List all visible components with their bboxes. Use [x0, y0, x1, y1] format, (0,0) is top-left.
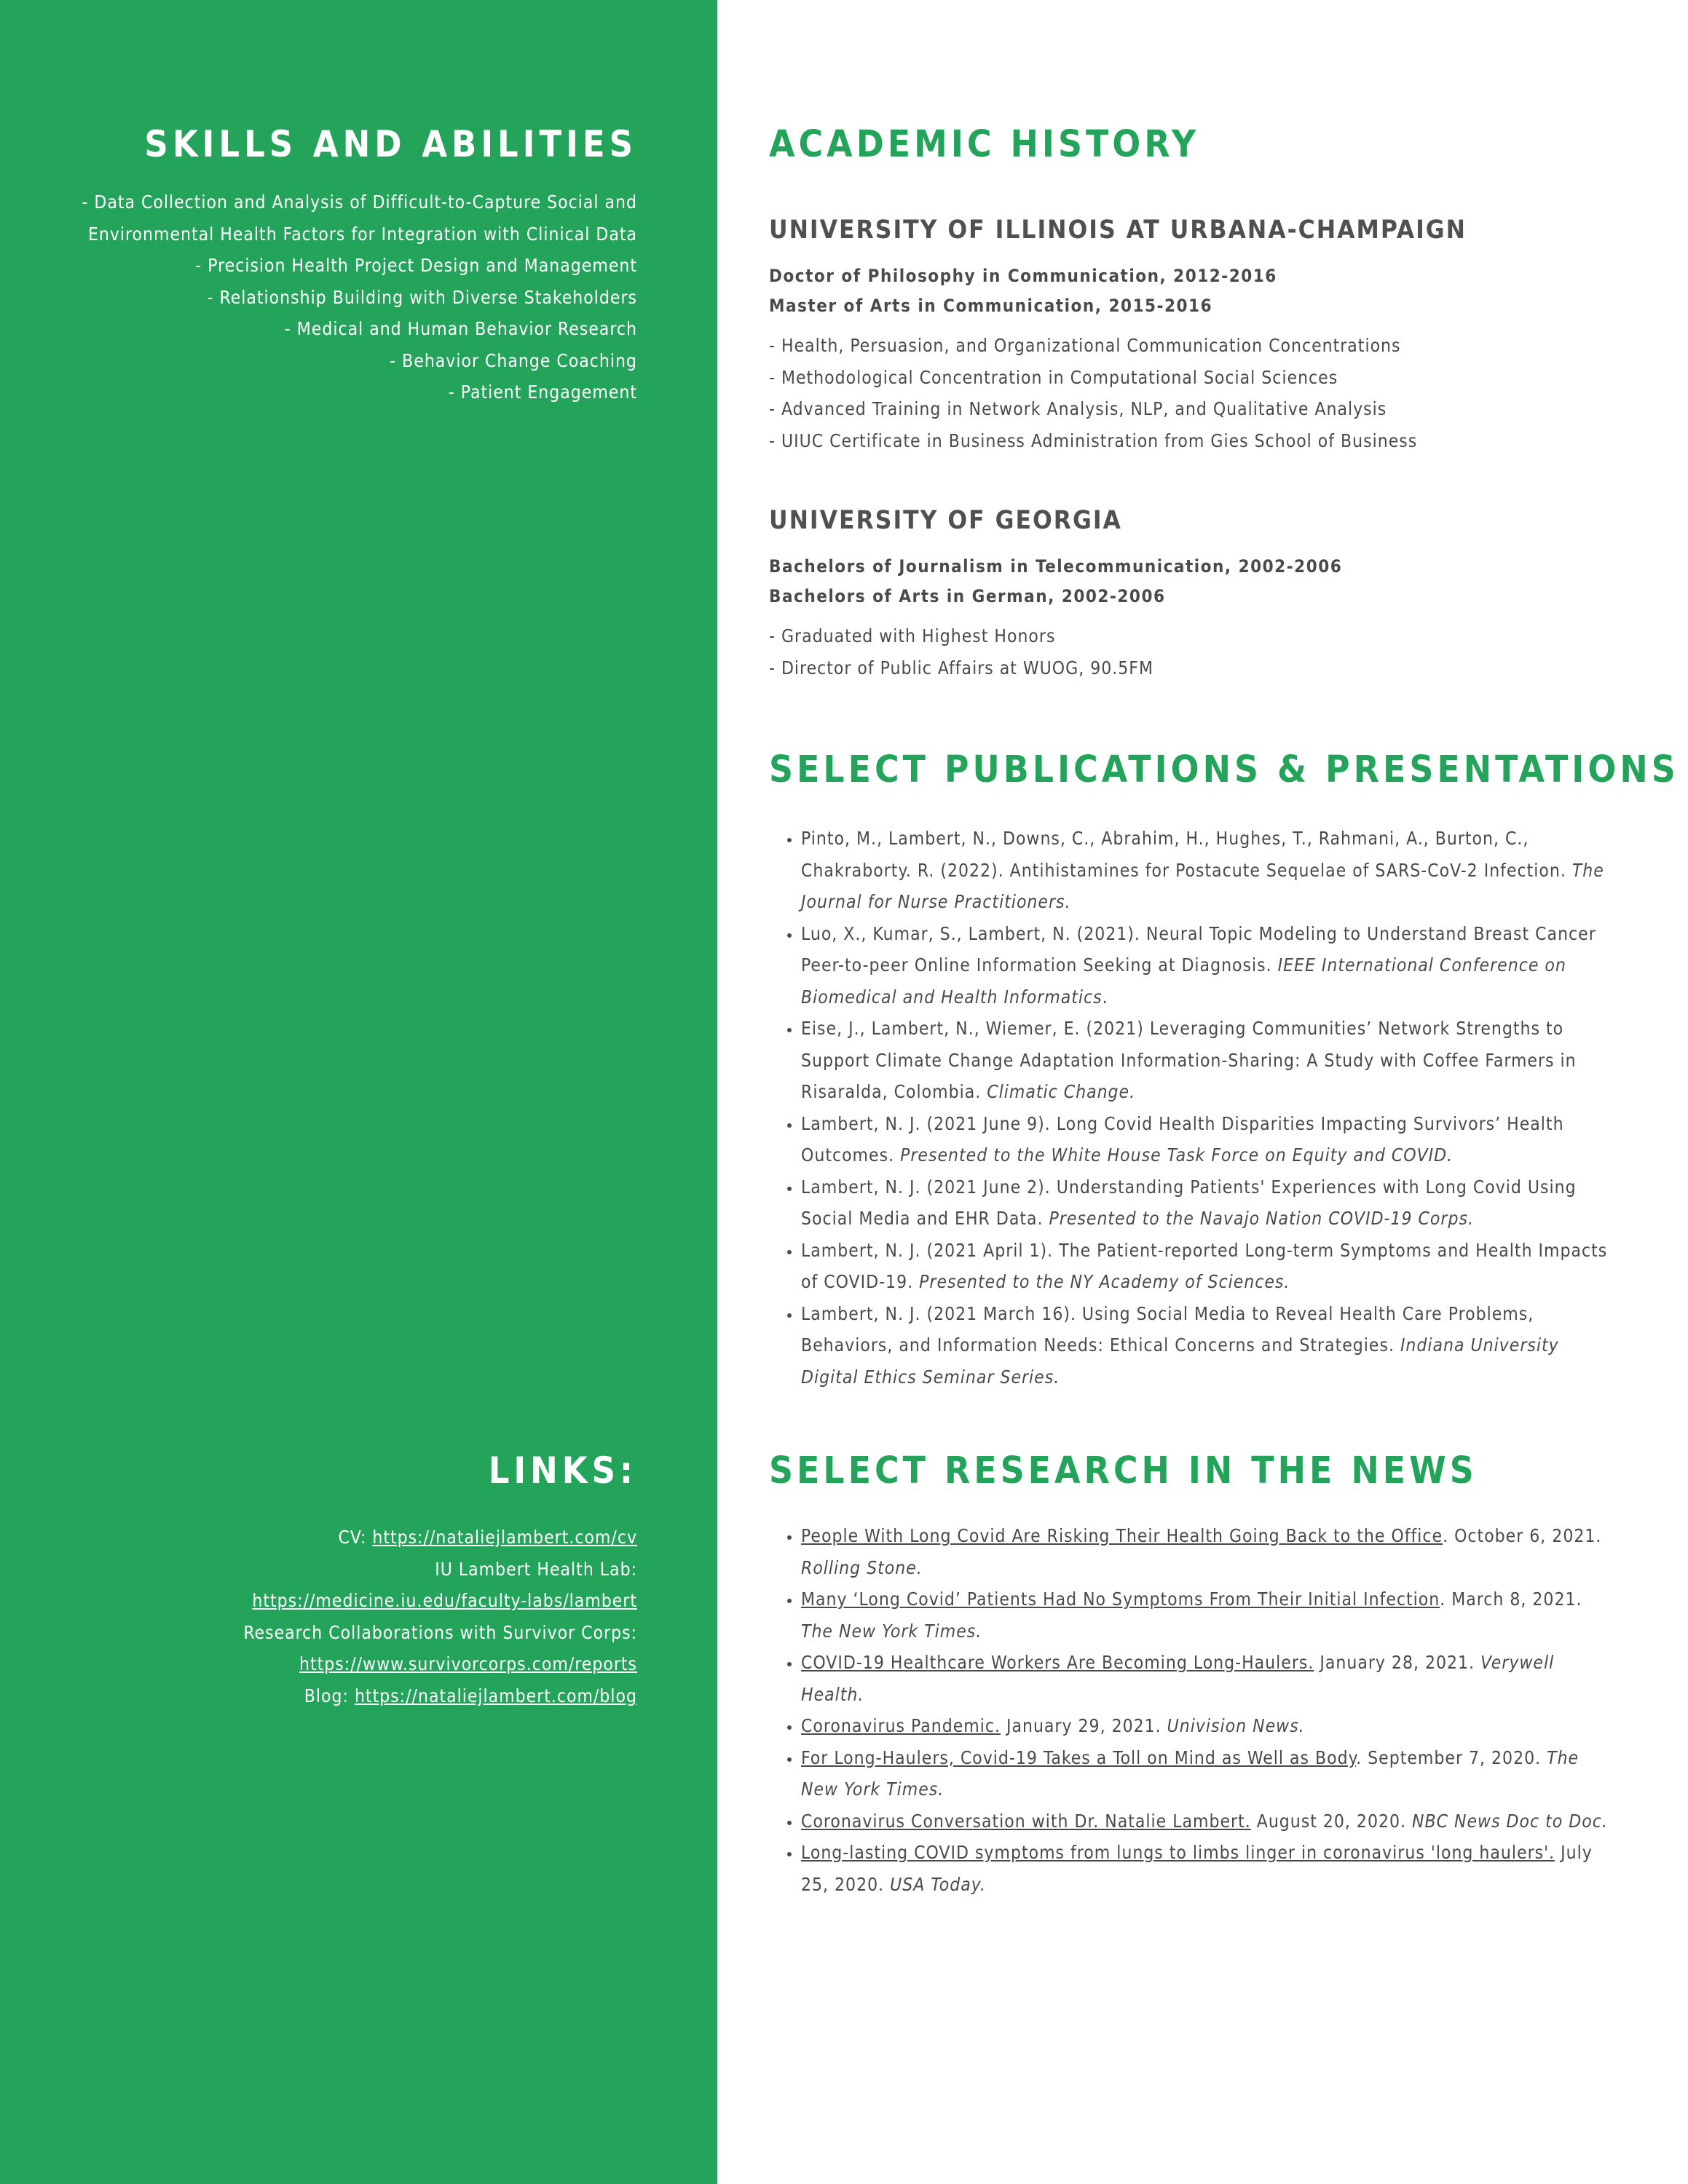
news-item [801, 1710, 1614, 1742]
news-item [801, 1647, 1614, 1710]
research-row [11, 1648, 637, 1680]
skills-line: - Medical and Human Behavior Research [284, 318, 637, 339]
news-date: July 25, 2020. [801, 1842, 1593, 1895]
news-item [801, 1520, 1614, 1583]
publication-item [801, 823, 1614, 918]
publication-text: Lambert, N. J. (2021 June 2). Understanding Patients' Experiences with Long Covid Using Social Media and EHR Data. [801, 1176, 1577, 1229]
blog-label: Blog: [304, 1685, 355, 1706]
publication-item [801, 1298, 1614, 1393]
school-uga [769, 505, 1628, 684]
sidebar [0, 0, 717, 2184]
publication-source: Climatic Change. [987, 1081, 1136, 1102]
news-date: August 20, 2020. [1250, 1810, 1412, 1832]
detail-item: - Graduated with Highest Honors [769, 625, 1056, 646]
detail-item: - Advanced Training in Network Analysis, NLP, and Qualitative Analysis [769, 398, 1387, 419]
publication-item [801, 1235, 1614, 1298]
news-source: NBC News Doc to Doc. [1412, 1810, 1608, 1832]
links-heading: LINKS: [488, 1449, 637, 1492]
news-date: . March 8, 2021. [1440, 1588, 1582, 1610]
publication-text: Luo, X., Kumar, S., Lambert, N. (2021). Neural Topic Modeling to Understand Breast Cancer Peer-to-peer Online Information Seeking at Diagnosis. [801, 922, 1596, 976]
detail-item: - Director of Public Affairs at WUOG, 90.5FM [769, 657, 1153, 678]
news-source: The New York Times. [801, 1620, 982, 1642]
cv-row [11, 1522, 637, 1554]
news-source: USA Today. [890, 1873, 986, 1895]
publication-source: Presented to the White House Task Force on Equity and COVID. [900, 1144, 1454, 1166]
news-source: Univision News. [1167, 1715, 1305, 1736]
news-date: . September 7, 2020. [1356, 1746, 1547, 1768]
skills-line: - Precision Health Project Design and Management [195, 255, 637, 276]
blog-link[interactable]: https://nataliejlambert.com/blog [354, 1685, 637, 1706]
school-details [769, 330, 1628, 456]
publication-source: The Journal for Nurse Practitioners. [801, 859, 1604, 912]
cv-link[interactable]: https://nataliejlambert.com/cv [372, 1527, 637, 1548]
school-name: UNIVERSITY OF GEORGIA [769, 506, 1122, 535]
news-list [769, 1520, 1614, 1900]
news-source: Verywell Health. [801, 1652, 1555, 1705]
news-item [801, 1583, 1614, 1647]
skills-heading: SKILLS AND ABILITIES [144, 123, 637, 165]
lab-row [11, 1585, 637, 1617]
news-link[interactable]: For Long-Haulers, Covid-19 Takes a Toll on Mind as Well as Body [801, 1746, 1357, 1768]
links-list [11, 1522, 637, 1712]
detail-item: - UIUC Certificate in Business Administration from Gies School of Business [769, 430, 1418, 451]
news-link[interactable]: Long-lasting COVID symptoms from lungs to limbs linger in coronavirus 'long haulers'. [801, 1842, 1555, 1863]
publication-source: Presented to the Navajo Nation COVID-19 Corps. [1049, 1208, 1474, 1229]
degree: Bachelors of Journalism in Telecommunication, 2002-2006 [769, 556, 1343, 577]
publication-item [801, 1108, 1614, 1171]
publication-text: Lambert, N. J. (2021 March 16). Using Social Media to Reveal Health Care Problems, Behaviors, and Information Needs: Ethical Concerns and Strategies. [801, 1302, 1534, 1356]
degree: Bachelors of Arts in German, 2002-2006 [769, 586, 1166, 606]
publication-item [801, 1171, 1614, 1235]
news-link[interactable]: Many ‘Long Covid’ Patients Had No Symptoms From Their Initial Infection [801, 1588, 1440, 1610]
news-link[interactable]: COVID-19 Healthcare Workers Are Becoming Long-Haulers. [801, 1652, 1314, 1673]
news-source: Rolling Stone. [801, 1556, 923, 1578]
degree: Master of Arts in Communication, 2015-2016 [769, 296, 1213, 316]
news-link[interactable]: Coronavirus Conversation with Dr. Natalie Lambert. [801, 1810, 1251, 1832]
publication-text: Eise, J., Lambert, N., Wiemer, E. (2021) Leveraging Communities’ Network Strengths to Support Climate Change Adaptation Information-Sharing: A Study with Coffee Farmers in Risaralda, Colombia. [801, 1018, 1577, 1102]
news-link[interactable]: Coronavirus Pandemic. [801, 1715, 1001, 1736]
academic-heading: ACADEMIC HISTORY [769, 123, 1200, 166]
research-label: Research Collaborations with Survivor Corps: [243, 1621, 637, 1643]
news-date: . October 6, 2021. [1443, 1525, 1602, 1546]
publication-item [801, 1013, 1614, 1108]
publication-end: . [1102, 986, 1108, 1008]
news-source: The New York Times. [801, 1746, 1579, 1800]
news-link[interactable]: People With Long Covid Are Risking Their Health Going Back to the Office [801, 1525, 1443, 1546]
news-item [801, 1742, 1614, 1805]
degree-list [769, 552, 1628, 612]
publication-source: Presented to the NY Academy of Sciences. [919, 1271, 1290, 1292]
skills-line: Environmental Health Factors for Integration with Clinical Data [87, 223, 637, 245]
lab-label: IU Lambert Health Lab: [435, 1558, 637, 1580]
skills-list [11, 186, 637, 408]
publication-text: Lambert, N. J. (2021 June 9). Long Covid Health Disparities Impacting Survivors’ Health Outcomes. [801, 1112, 1564, 1166]
cv-label: CV: [338, 1527, 373, 1548]
publication-item [801, 918, 1614, 1013]
news-date: January 28, 2021. [1314, 1652, 1481, 1673]
detail-item: - Methodological Concentration in Computational Social Sciences [769, 366, 1338, 388]
publication-source: IEEE International Conference on Biomedical and Health Informatics [801, 954, 1566, 1008]
detail-item: - Health, Persuasion, and Organizational Communication Concentrations [769, 335, 1401, 356]
lab-link[interactable]: https://medicine.iu.edu/faculty-labs/lambert [252, 1590, 637, 1611]
news-item [801, 1837, 1614, 1900]
blog-row [11, 1680, 637, 1712]
skills-line: - Data Collection and Analysis of Difficult-to-Capture Social and [82, 191, 637, 213]
school-details [769, 620, 1628, 684]
degree: Doctor of Philosophy in Communication, 2012-2016 [769, 266, 1277, 286]
news-heading: SELECT RESEARCH IN THE NEWS [769, 1449, 1478, 1492]
news-date: January 29, 2021. [1000, 1715, 1167, 1736]
skills-line: - Patient Engagement [448, 381, 637, 403]
skills-line: - Behavior Change Coaching [390, 349, 637, 371]
degree-list [769, 261, 1628, 321]
school-uiuc [769, 215, 1628, 456]
publication-text: Lambert, N. J. (2021 April 1). The Patient-reported Long-term Symptoms and Health Impacts of COVID-19. [801, 1239, 1608, 1292]
school-name: UNIVERSITY OF ILLINOIS AT URBANA-CHAMPAIGN [769, 215, 1467, 245]
news-item [801, 1805, 1614, 1837]
publications-list [769, 823, 1614, 1393]
publication-text: Pinto, M., Lambert, N., Downs, C., Abrahim, H., Hughes, T., Rahmani, A., Burton, C., Chakraborty. R. (2022). Antihistamines for Postacute Sequelae of SARS-CoV-2 Infection. [801, 828, 1572, 881]
skills-section [11, 122, 637, 408]
publications-heading: SELECT PUBLICATIONS & PRESENTATIONS [769, 748, 1679, 791]
publication-source: Indiana University Digital Ethics Seminar Series. [801, 1334, 1559, 1388]
skills-line: - Relationship Building with Diverse Stakeholders [207, 286, 637, 308]
research-link[interactable]: https://www.survivorcorps.com/reports [299, 1653, 637, 1674]
links-section [11, 1449, 637, 1712]
